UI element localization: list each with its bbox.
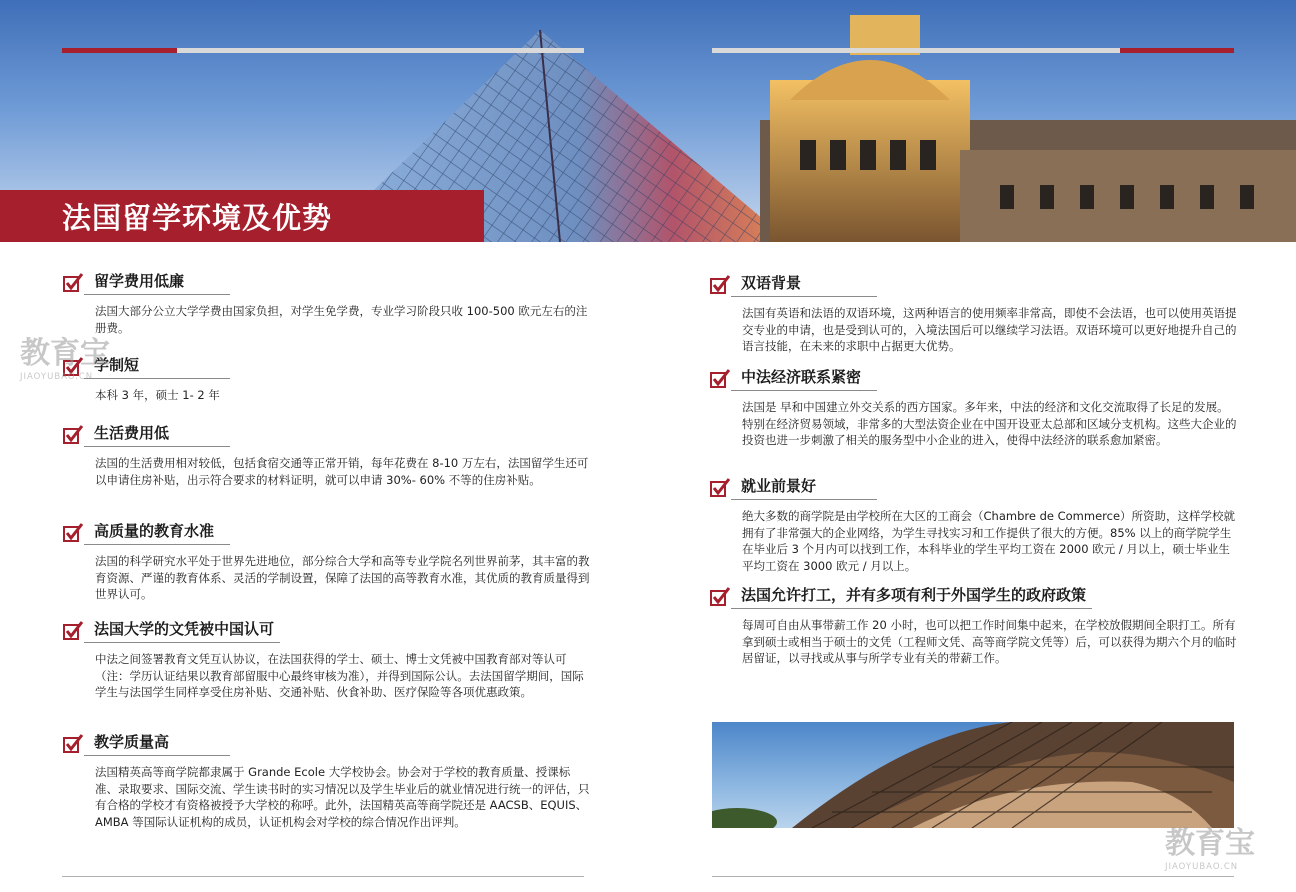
page-title-bar bbox=[0, 190, 484, 242]
watermark-logo bbox=[1165, 818, 1255, 872]
section-title: 高质量的教育水准 bbox=[84, 520, 230, 545]
section-education-quality bbox=[62, 520, 592, 603]
section-title: 学制短 bbox=[84, 354, 230, 379]
section-body: 绝大多数的商学院是由学校所在大区的工商会（Chambre de Commerce）所资助，这样学校就拥有了非常强大的企业网络，为学生寻找实习和工作提供了很大的方便。85% 以上的商学院学生在毕业后 3 个月内可以找到工作，本科毕业的学生平均工资在 2000 欧元 / 月以上，硕士毕业生平均工资在 3000 欧元 / 月以上。 bbox=[742, 509, 1236, 573]
section-body: 法国的生活费用相对较低，包括食宿交通等正常开销，每年花费在 8-10 万左右，法国留学生还可以申请住房补贴，出示符合要求的材料证明，就可以申请 30%- 60% 不等的住房补贴。 bbox=[95, 456, 589, 487]
section-title: 法国大学的文凭被中国认可 bbox=[84, 618, 280, 643]
section-title: 生活费用低 bbox=[84, 422, 230, 447]
top-rule-right-accent bbox=[1120, 48, 1234, 53]
section-body: 法国有英语和法语的双语环境，这两种语言的使用频率非常高，即使不会法语，也可以使用英语提交专业的申请，也是受到认可的，入境法国后可以继续学习法语。双语环境可以更好地提升自己的语言技能，在未来的求职中占据更大优势。 bbox=[742, 306, 1237, 353]
section-body: 法国的科学研究水平处于世界先进地位，部分综合大学和高等专业学院名列世界前茅，其丰富的教育资源、严谨的教育体系、灵活的学制设置，保障了法国的高等教育水准，其优质的教育质量得到世界认可。 bbox=[95, 554, 590, 601]
section-living-cost bbox=[62, 422, 592, 488]
page-title: 法国留学环境及优势 bbox=[62, 200, 333, 235]
checkbox-icon bbox=[709, 477, 731, 499]
section-bilingual bbox=[709, 272, 1239, 355]
eiffel-tower-photo bbox=[712, 722, 1234, 828]
watermark-sub: JIAOYUBAO.CN bbox=[20, 372, 94, 382]
section-diploma-recognition bbox=[62, 618, 592, 701]
section-title: 中法经济联系紧密 bbox=[731, 366, 877, 391]
section-duration bbox=[62, 354, 592, 404]
section-body: 每周可自由从事带薪工作 20 小时，也可以把工作时间集中起来，在学校放假期间全职打工。所有拿到硕士或相当于硕士的文凭（工程师文凭、高等商学院文凭等）后，可以获得为期六个月的临时居留证，以寻找或从事与所学专业有关的带薪工作。 bbox=[742, 618, 1237, 665]
section-title: 法国允许打工，并有多项有利于外国学生的政府政策 bbox=[731, 584, 1092, 609]
section-body: 本科 3 年，硕士 1- 2 年 bbox=[95, 388, 220, 402]
section-tuition bbox=[62, 270, 592, 336]
section-body: 法国是 早和中国建立外交关系的西方国家。多年来，中法的经济和文化交流取得了长足的发展。特别在经济贸易领域，非常多的大型法资企业在中国开设亚太总部和区域分支机构。这些大企业的投资也进一步刺激了相关的服务型中小企业的进入，使得中法经济的联系愈加紧密。 bbox=[742, 400, 1237, 447]
watermark-text: 教育宝 bbox=[20, 336, 110, 371]
checkbox-icon bbox=[709, 274, 731, 296]
top-rule-left-accent bbox=[62, 48, 177, 53]
section-title: 就业前景好 bbox=[731, 475, 877, 500]
section-body: 法国大部分公立大学学费由国家负担，对学生免学费，专业学习阶段只收 100-500 欧元左右的注册费。 bbox=[95, 304, 588, 335]
footer-rule-left bbox=[62, 876, 584, 877]
top-rule-left bbox=[177, 48, 584, 53]
section-body: 中法之间签署教育文凭互认协议，在法国获得的学士、硕士、博士文凭被中国教育部对等认可（注：学历认证结果以教育部留服中心最终审核为准），并得到国际公认。去法国留学期间，国际学生与法国学生同样享受住房补贴、交通补贴、伙食补助、医疗保险等各项优惠政策。 bbox=[95, 652, 584, 699]
section-body: 法国精英高等商学院都隶属于 Grande Ecole 大学校协会。协会对于学校的教育质量、授课标准、录取要求、国际交流、学生读书时的实习情况以及学生毕业后的就业情况进行统一的评估，只有合格的学校才有资格被授予大学校的称呼。此外，法国精英高等商学院还是 AACSB、EQUIS、AMBA 等国际认证机构的成员，认证机构会对学校的综合情况作出评判。 bbox=[95, 765, 590, 829]
section-title: 留学费用低廉 bbox=[84, 270, 230, 295]
section-title: 双语背景 bbox=[731, 272, 877, 297]
section-work-policy bbox=[709, 584, 1239, 667]
checkbox-icon bbox=[62, 272, 84, 294]
top-rule-right bbox=[712, 48, 1120, 53]
section-title: 教学质量高 bbox=[84, 731, 230, 756]
section-teaching-quality bbox=[62, 731, 592, 830]
section-employment bbox=[709, 475, 1239, 574]
checkbox-icon bbox=[62, 620, 84, 642]
watermark-logo bbox=[20, 328, 110, 382]
section-economic-ties bbox=[709, 366, 1239, 449]
watermark-text: 教育宝 bbox=[1165, 826, 1255, 861]
footer-rule-right bbox=[712, 876, 1234, 877]
checkbox-icon bbox=[62, 733, 84, 755]
watermark-sub: JIAOYUBAO.CN bbox=[1165, 862, 1239, 872]
checkbox-icon bbox=[709, 586, 731, 608]
checkbox-icon bbox=[62, 522, 84, 544]
eiffel-illustration bbox=[712, 722, 1234, 828]
checkbox-icon bbox=[62, 424, 84, 446]
checkbox-icon bbox=[709, 368, 731, 390]
